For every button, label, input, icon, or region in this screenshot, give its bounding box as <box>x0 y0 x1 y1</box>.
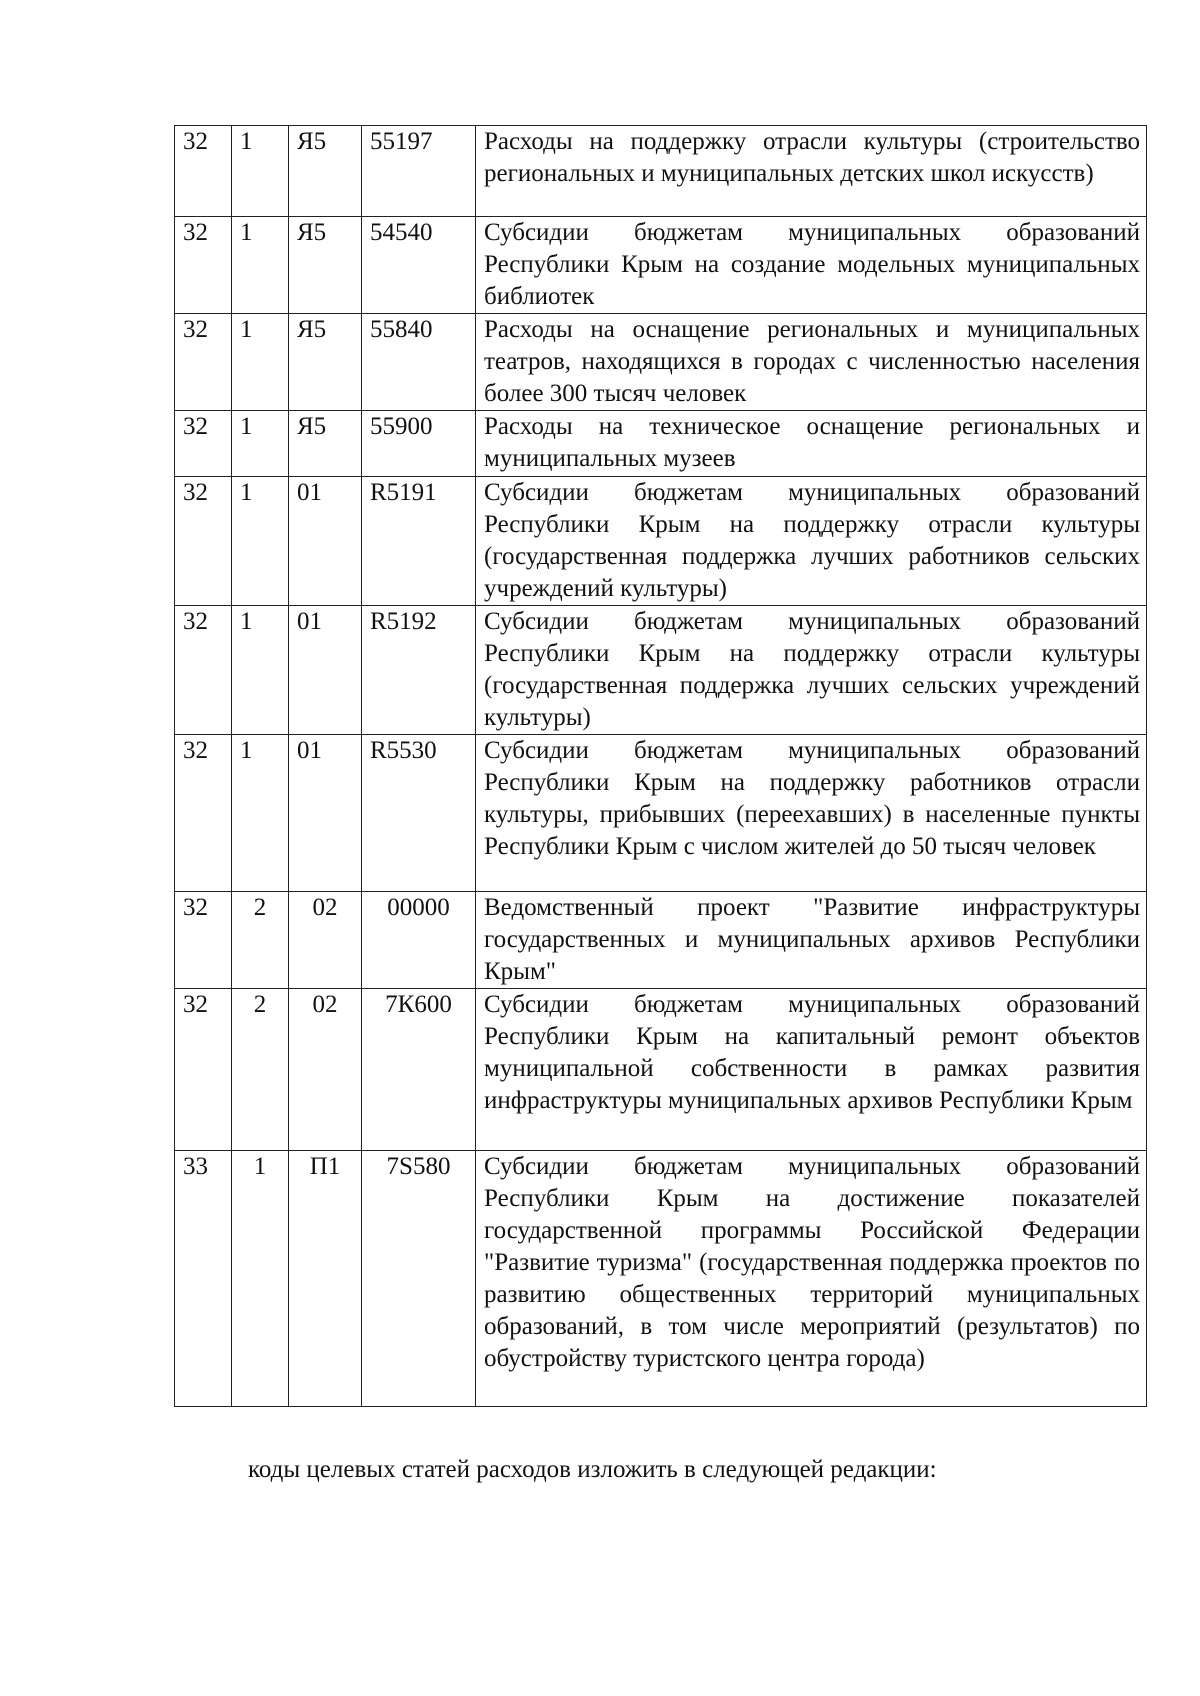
program-code: 32 <box>175 606 232 735</box>
direction-code: 7К600 <box>362 989 476 1151</box>
program-code: 32 <box>175 217 232 314</box>
expense-description: Субсидии бюджетам муниципальных образований Республики Крым на поддержку отрасли культуры (государственная поддержка лучших сельских учреждений культуры) <box>476 606 1147 735</box>
table-row <box>175 411 1147 477</box>
expense-description: Субсидии бюджетам муниципальных образований Республики Крым на создание модельных муниципальных библиотек <box>476 217 1147 314</box>
subprogram-code: 1 <box>232 477 289 606</box>
event-code: Я5 <box>289 411 362 477</box>
event-code: П1 <box>289 1151 362 1407</box>
direction-code: 7S580 <box>362 1151 476 1407</box>
direction-code: R5191 <box>362 477 476 606</box>
table-row <box>175 1151 1147 1407</box>
instruction-text: коды целевых статей расходов изложить в следующей редакции: <box>248 1456 937 1483</box>
subprogram-code: 1 <box>232 1151 289 1407</box>
expense-description: Субсидии бюджетам муниципальных образований Республики Крым на капитальный ремонт объектов муниципальной собственности в рамках развития инфраструктуры муниципальных архивов Республики Крым <box>476 989 1147 1151</box>
table-row <box>175 989 1147 1151</box>
table-row <box>175 314 1147 411</box>
event-code: Я5 <box>289 126 362 217</box>
program-code: 32 <box>175 126 232 217</box>
program-code: 32 <box>175 411 232 477</box>
subprogram-code: 1 <box>232 735 289 892</box>
subprogram-code: 1 <box>232 411 289 477</box>
program-code: 32 <box>175 735 232 892</box>
subprogram-code: 1 <box>232 217 289 314</box>
expense-description: Субсидии бюджетам муниципальных образований Республики Крым на поддержку отрасли культуры (государственная поддержка лучших работников сельских учреждений культуры) <box>476 477 1147 606</box>
subprogram-code: 2 <box>232 892 289 989</box>
expense-description: Расходы на техническое оснащение региональных и муниципальных музеев <box>476 411 1147 477</box>
event-code: 01 <box>289 477 362 606</box>
table-row <box>175 217 1147 314</box>
program-code: 32 <box>175 892 232 989</box>
expense-description: Субсидии бюджетам муниципальных образований Республики Крым на поддержку работников отрасли культуры, прибывших (переехавших) в населенные пункты Республики Крым с числом жителей до 50 тысяч человек <box>476 735 1147 892</box>
event-code: Я5 <box>289 314 362 411</box>
table-row <box>175 126 1147 217</box>
event-code: 02 <box>289 892 362 989</box>
direction-code: 00000 <box>362 892 476 989</box>
direction-code: R5530 <box>362 735 476 892</box>
direction-code: R5192 <box>362 606 476 735</box>
program-code: 32 <box>175 477 232 606</box>
program-code: 32 <box>175 314 232 411</box>
table-row <box>175 606 1147 735</box>
direction-code: 55840 <box>362 314 476 411</box>
expense-description: Субсидии бюджетам муниципальных образований Республики Крым на достижение показателей государственной программы Российской Федерации "Развитие туризма" (государственная поддержка проектов по развитию общественных территорий муниципальных образований, в том числе мероприятий (результатов) по обустройству туристского центра города) <box>476 1151 1147 1407</box>
direction-code: 55197 <box>362 126 476 217</box>
direction-code: 55900 <box>362 411 476 477</box>
expense-description: Ведомственный проект "Развитие инфраструктуры государственных и муниципальных архивов Республики Крым" <box>476 892 1147 989</box>
program-code: 33 <box>175 1151 232 1407</box>
expense-description: Расходы на поддержку отрасли культуры (строительство региональных и муниципальных детских школ искусств) <box>476 126 1147 217</box>
subprogram-code: 1 <box>232 314 289 411</box>
table-row <box>175 892 1147 989</box>
event-code: 02 <box>289 989 362 1151</box>
budget-codes-table <box>174 125 1147 1407</box>
event-code: 01 <box>289 606 362 735</box>
table-row <box>175 735 1147 892</box>
event-code: Я5 <box>289 217 362 314</box>
subprogram-code: 1 <box>232 606 289 735</box>
direction-code: 54540 <box>362 217 476 314</box>
subprogram-code: 1 <box>232 126 289 217</box>
subprogram-code: 2 <box>232 989 289 1151</box>
expense-description: Расходы на оснащение региональных и муниципальных театров, находящихся в городах с численностью населения более 300 тысяч человек <box>476 314 1147 411</box>
table-row <box>175 477 1147 606</box>
event-code: 01 <box>289 735 362 892</box>
program-code: 32 <box>175 989 232 1151</box>
